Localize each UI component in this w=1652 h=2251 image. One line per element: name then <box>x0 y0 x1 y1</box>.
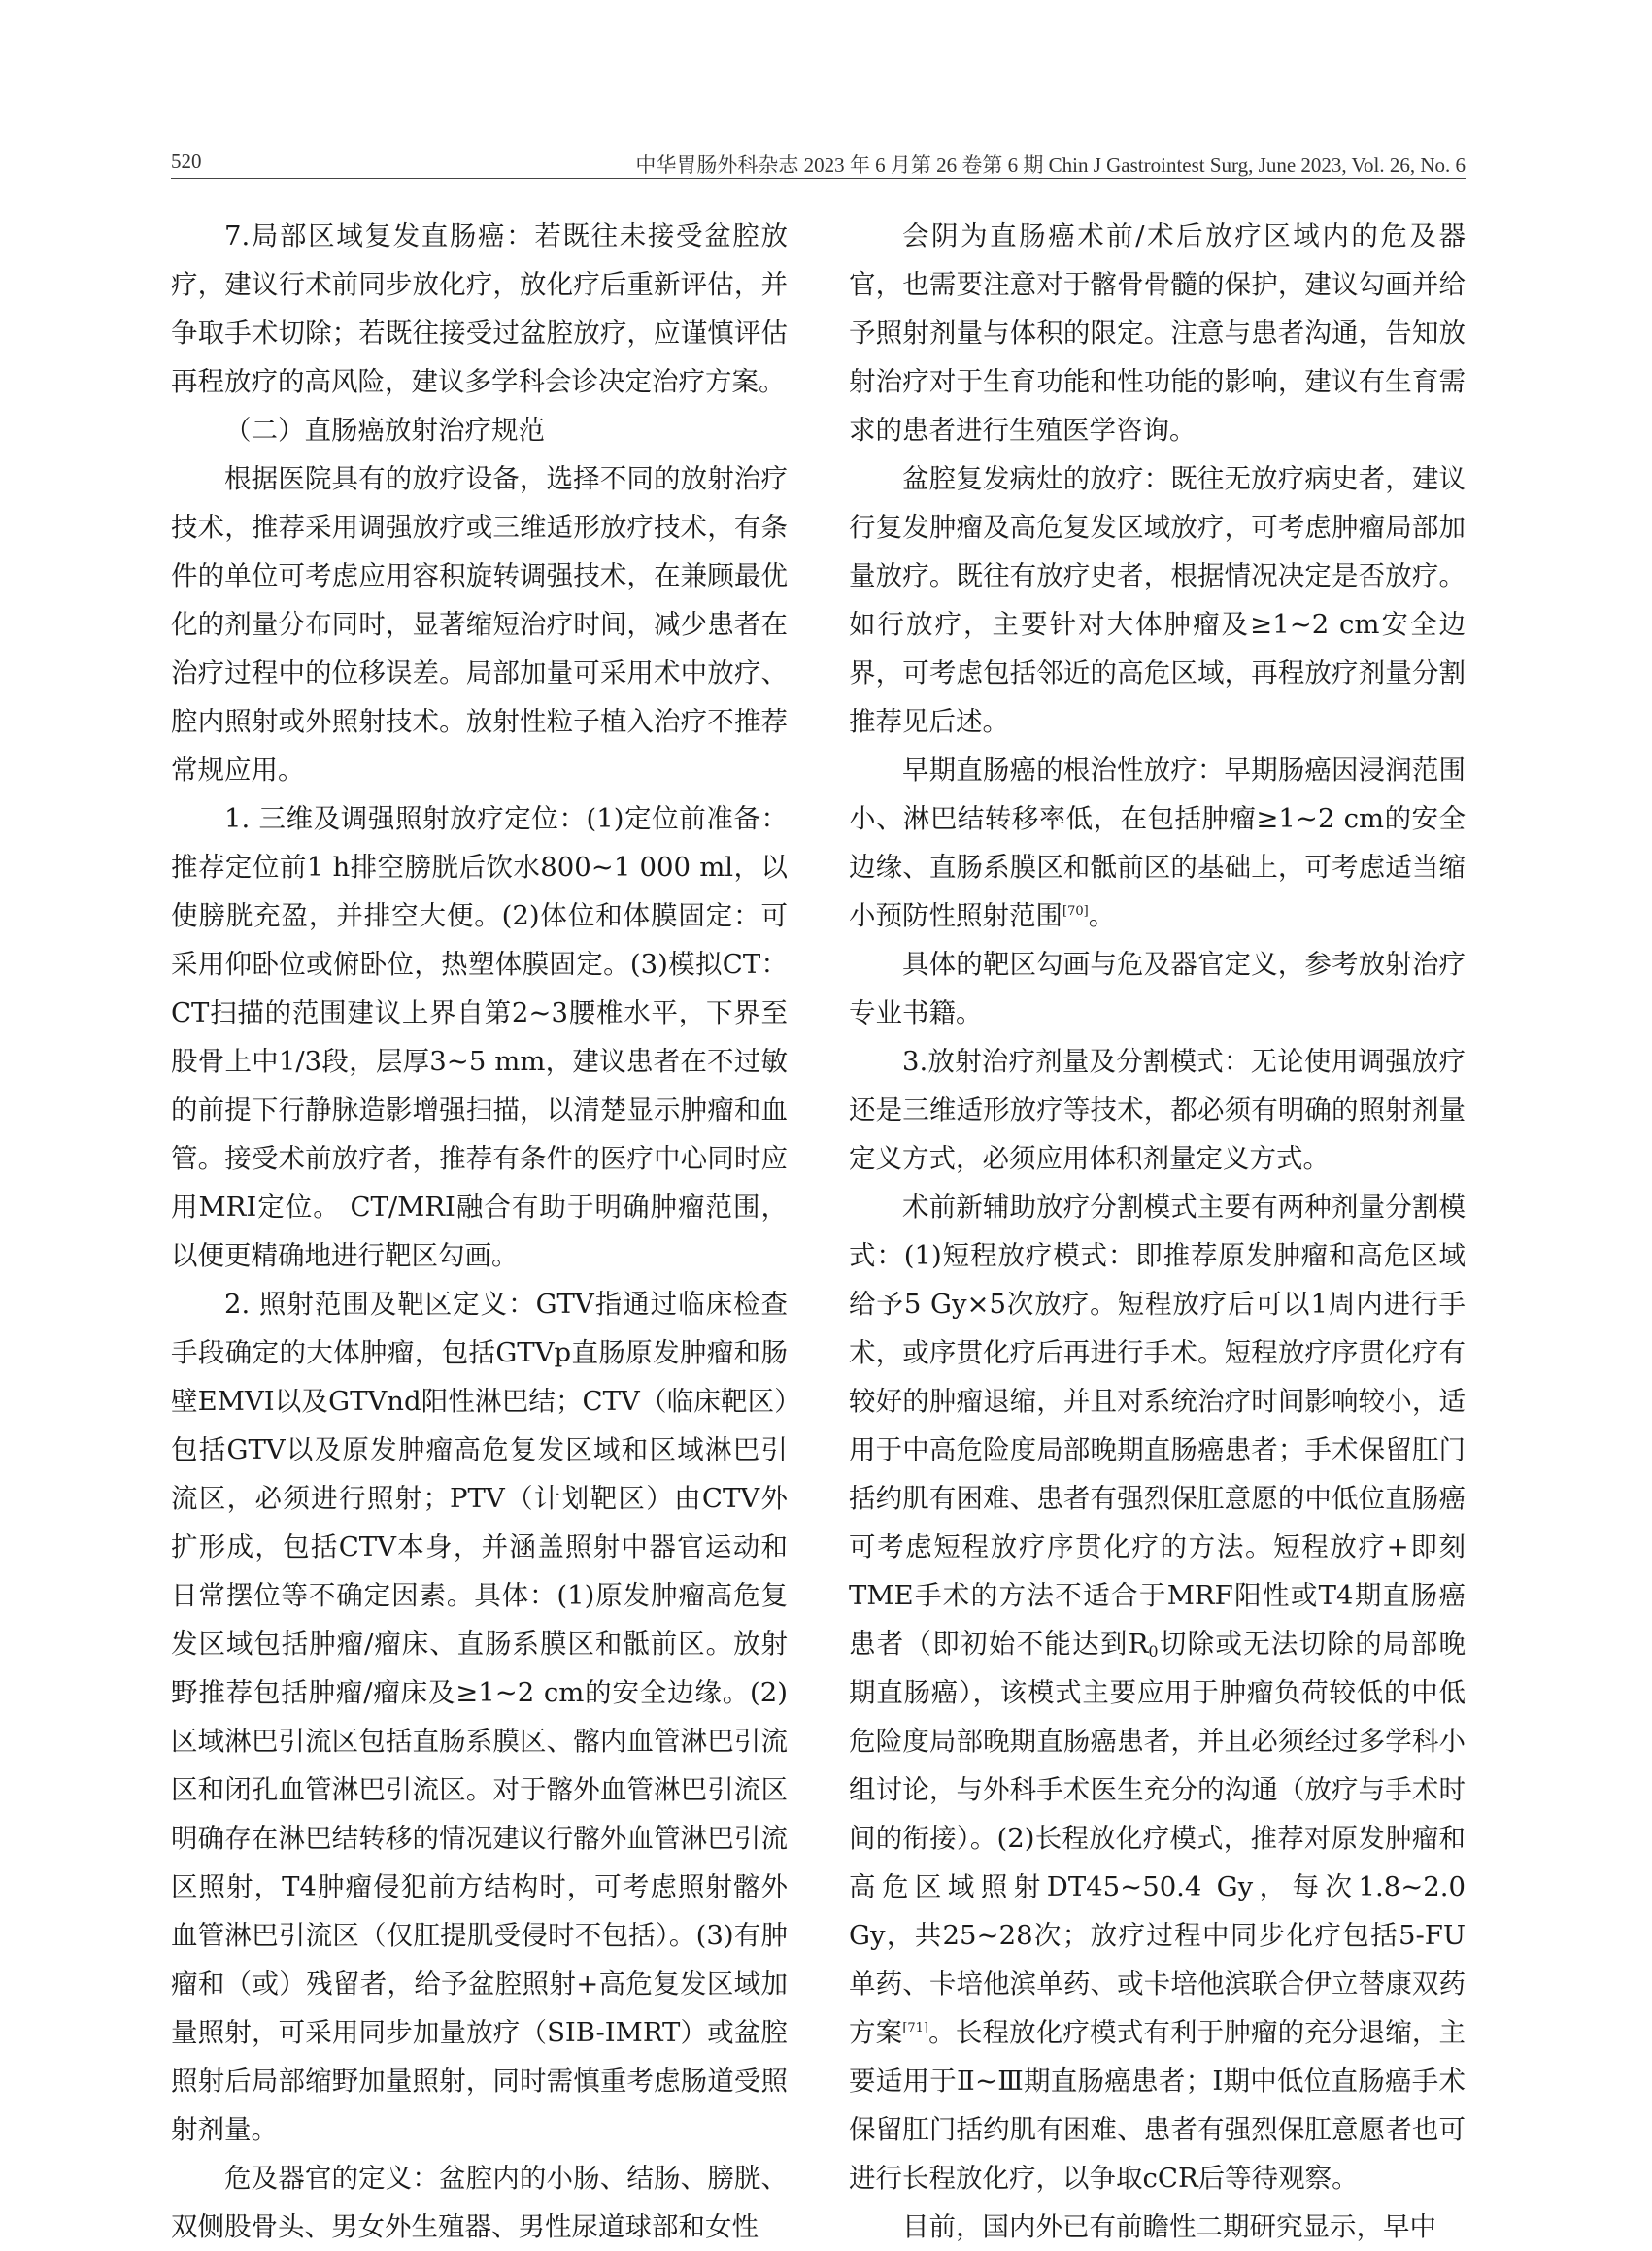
page-number: 520 <box>171 150 202 173</box>
text-run: 。 <box>1088 900 1116 931</box>
paragraph-pelvic-recurrence: 盆腔复发病灶的放疗：既往无放疗病史者，建议行复发肿瘤及高危复发区域放疗，可考虑肿瘤局部加量放疗。既往有放疗史者，根据情况决定是否放疗。如行放疗，主要针对大体肿瘤及≥1~2 cm安全边界，可考虑包括邻近的高危区域，再程放疗剂量分割推荐见后述。 <box>849 463 1466 737</box>
paragraph-early-rectal-cancer <box>849 746 1466 940</box>
left-column <box>171 212 788 2242</box>
running-head: 中华胃肠外科杂志 2023 年 6 月第 26 卷第 6 期 Chin J Gastrointest Surg, June 2023, Vol. 26, No. 6 <box>635 153 1466 177</box>
paragraph-organs-at-risk-cont: 会阴为直肠癌术前/术后放疗区域内的危及器官，也需要注意对于髂骨骨髓的保护，建议勾画并给予照射剂量与体积的限定。注意与患者沟通，告知放射治疗对于生育功能和性功能的影响，建议有生育需求的患者进行生殖医学咨询。 <box>849 220 1466 446</box>
reference-citation: [70] <box>1062 903 1089 919</box>
text-run: 。长程放化疗模式有利于肿瘤的充分退缩，主要适用于Ⅱ~Ⅲ期直肠癌患者；Ⅰ期中低位直肠癌手术保留肛门括约肌有困难、患者有强烈保肛意愿者也可进行长程放化疗，以争取cCR后等待观察。 <box>849 2017 1467 2194</box>
text-run: 早期直肠癌的根治性放疗：早期肠癌因浸润范围小、淋巴结转移率低，在包括肿瘤≥1~2 cm的安全边缘、直肠系膜区和骶前区的基础上，可考虑适当缩小预防性照射范围 <box>849 755 1466 931</box>
text-run: 术前新辅助放疗分割模式主要有两种剂量分割模式：(1)短程放疗模式：即推荐原发肿瘤和高危区域给予5 Gy×5次放疗。短程放疗后可以1周内进行手术，或序贯化疗后再进行手术。短程放疗序贯化疗有较好的肿瘤退缩，并且对系统治疗时间影响较小，适用于中高危险度局部晚期直肠癌患者；手术保留肛门括约肌有困难、患者有强烈保肛意愿的中低位直肠癌可考虑短程放疗序贯化疗的方法。短程放疗+即刻TME手术的方法不适合于MRF阳性或T4期直肠癌患者（即初始不能达到R <box>849 1192 1466 1660</box>
paragraph-neoadjuvant-modes <box>849 1183 1466 2202</box>
header-rule <box>171 178 1466 179</box>
subscript: 0 <box>1148 1642 1159 1661</box>
page-header <box>171 142 1466 181</box>
paragraph-current-studies: 目前，国内外已有前瞻性二期研究显示，早中 <box>902 2211 1436 2242</box>
reference-citation: [71] <box>902 2020 928 2035</box>
paragraph-local-recurrence: 7.局部区域复发直肠癌：若既往未接受盆腔放疗，建议行术前同步放化疗，放化疗后重新评估，并争取手术切除；若既往接受过盆腔放疗，应谨慎评估再程放疗的高风险，建议多学科会诊决定治疗方案。 <box>171 220 788 397</box>
paragraph-rt-techniques: 根据医院具有的放疗设备，选择不同的放射治疗技术，推荐采用调强放疗或三维适形放疗技术，有条件的单位可考虑应用容积旋转调强技术，在兼顾最优化的剂量分布同时，显著缩短治疗时间，减少患者在治疗过程中的位移误差。局部加量可采用术中放疗、腔内照射或外照射技术。放射性粒子植入治疗不推荐常规应用。 <box>171 463 788 786</box>
paragraph-organs-at-risk: 危及器官的定义：盆腔内的小肠、结肠、膀胱、双侧股骨头、男女外生殖器、男性尿道球部和女性 <box>171 2163 788 2242</box>
paragraph-target-definition: 2. 照射范围及靶区定义：GTV指通过临床检查手段确定的大体肿瘤，包括GTVp直肠原发肿瘤和肠壁EMVI以及GTVnd阳性淋巴结；CTV（临床靶区）包括GTV以及原发肿瘤高危复发区域和区域淋巴引流区，必须进行照射；PTV（计划靶区）由CTV外扩形成，包括CTV本身，并涵盖照射中器官运动和日常摆位等不确定因素。具体：(1)原发肿瘤高危复发区域包括肿瘤/瘤床、直肠系膜区和骶前区。放射野推荐包括肿瘤/瘤床及≥1~2 cm的安全边缘。(2)区域淋巴引流区包括直肠系膜区、髂内血管淋巴引流区和闭孔血管淋巴引流区。对于髂外血管淋巴引流区明确存在淋巴结转移的情况建议行髂外血管淋巴引流区照射，T4肿瘤侵犯前方结构时，可考虑照射髂外血管淋巴引流区（仅肛提肌受侵时不包括）。(3)有肿瘤和（或）残留者，给予盆腔照射+高危复发区域加量照射，可采用同步加量放疗（SIB-IMRT）或盆腔照射后局部缩野加量照射，同时需慎重考虑肠道受照射剂量。 <box>171 1289 788 2145</box>
text-run: 切除或无法切除的局部晚期直肠癌），该模式主要应用于肿瘤负荷较低的中低危险度局部晚期直肠癌患者，并且必须经过多学科小组讨论，与外科手术医生充分的沟通（放疗与手术时间的衔接）。(2)长程放化疗模式，推荐对原发肿瘤和高危区域照射DT45~50.4 Gy，每次1.8~2.0 Gy，共25~28次；放疗过程中同步化疗包括5-FU单药、卡培他滨单药、或卡培他滨联合伊立替康双药方案 <box>849 1629 1466 2048</box>
paragraph-dose-fractionation: 3.放射治疗剂量及分割模式：无论使用调强放疗还是三维适形放疗等技术，都必须有明确的照射剂量定义方式，必须应用体积剂量定义方式。 <box>849 1046 1466 1174</box>
section-heading-radiotherapy: （二）直肠癌放射治疗规范 <box>224 415 545 446</box>
paragraph-reference-books: 具体的靶区勾画与危及器官定义，参考放射治疗专业书籍。 <box>849 949 1466 1028</box>
paragraph-simulation: 1. 三维及调强照射放疗定位：(1)定位前准备：推荐定位前1 h排空膀胱后饮水800~1 000 ml，以使膀胱充盈，并排空大便。(2)体位和体膜固定：可采用仰卧位或俯卧位，热塑体膜固定。(3)模拟CT：CT扫描的范围建议上界自第2~3腰椎水平，下界至股骨上中1/3段，层厚3~5 mm，建议患者在不过敏的前提下行静脉造影增强扫描，以清楚显示肿瘤和血管。接受术前放疗者，推荐有条件的医疗中心同时应用MRI定位。 CT/MRI融合有助于明确肿瘤范围，以便更精确地进行靶区勾画。 <box>171 803 788 1271</box>
right-column <box>849 212 1467 2242</box>
